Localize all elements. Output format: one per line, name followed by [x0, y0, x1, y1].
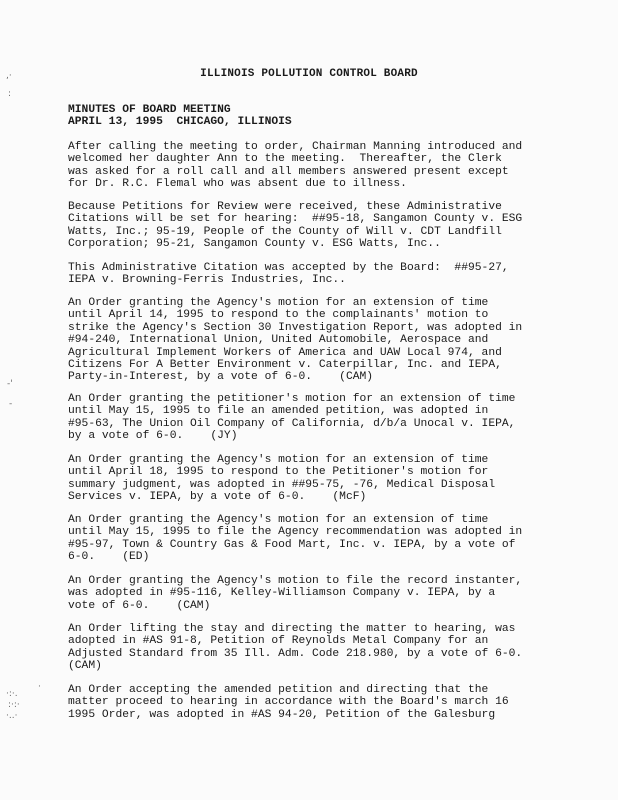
- scan-speck: ·: [38, 682, 41, 692]
- scan-speck: :·:·: [8, 700, 20, 710]
- paragraph-order-95-63: [68, 393, 543, 443]
- text-line: until April 14, 1995 to respond to the complainants' motion to: [68, 309, 489, 322]
- scan-speck: -': [7, 379, 13, 389]
- text-line: for Dr. R.C. Flemal who was absent due to illness.: [68, 178, 407, 191]
- scan-speck: -: [9, 399, 13, 409]
- text-line: Adjusted Standard from 35 Ill. Adm. Code 218.980, by a vote of 6-0.: [68, 647, 523, 660]
- text-line: An Order granting the Agency's motion for an extension of time: [68, 514, 489, 526]
- text-line: Watts, Inc.; 95-19, People of the County of Will v. CDT Landfill: [68, 225, 502, 238]
- text-line: 1995 Order, was adopted in #AS 94-20, Petition of the Galesburg: [68, 708, 496, 721]
- text-line: until April 18, 1995 to respond to the Petitioner's motion for: [68, 466, 489, 479]
- text-line: Party-in-Interest, by a vote of 6-0. (CAM): [68, 371, 374, 384]
- text-line: #95-97, Town & Country Gas & Food Mart, Inc. v. IEPA, by a vote of: [68, 538, 516, 551]
- text-line: #95-63, The Union Oil Company of California, d/b/a Unocal v. IEPA,: [68, 417, 516, 430]
- paragraph-order-as-91-8: [68, 623, 543, 673]
- minutes-date-line: APRIL 13, 1995 CHICAGO, ILLINOIS: [68, 116, 292, 129]
- text-line: strike the Agency's Section 30 Investigation Report, was adopted in: [68, 321, 523, 334]
- text-line: was asked for a roll call and all members answered present except: [68, 165, 509, 178]
- text-line: 6-0. (ED): [68, 551, 150, 564]
- text-line: welcomed her daughter Ann to the meeting. Thereafter, the Clerk: [68, 153, 502, 166]
- text-line: summary judgment, was adopted in ##95-75, -76, Medical Disposal: [68, 478, 496, 491]
- text-line: An Order accepting the amended petition and directing that the: [68, 684, 489, 696]
- text-line: IEPA v. Browning-Ferris Industries, Inc..: [68, 274, 346, 287]
- text-line: Citizens For A Better Environment v. Caterpillar, Inc. and IEPA,: [68, 358, 502, 371]
- text-line: until May 15, 1995 to file an amended petition, was adopted in: [68, 405, 489, 418]
- paragraph-citations-hearing: [68, 201, 543, 251]
- text-line: vote of 6-0. (CAM): [68, 599, 211, 612]
- text-line: Because Petitions for Review were received, these Administrative: [68, 201, 502, 213]
- text-line: until May 15, 1995 to file the Agency recommendation was adopted in: [68, 526, 523, 539]
- paragraph-roll-call: [68, 141, 543, 191]
- text-line: An Order lifting the stay and directing the matter to hearing, was: [68, 623, 516, 635]
- paragraph-order-as-94-20: [68, 684, 543, 721]
- scan-speck: :: [8, 89, 12, 99]
- paragraph-order-94-240: [68, 297, 543, 384]
- text-line: was adopted in #95-116, Kelley-Williamson Company v. IEPA, by a: [68, 587, 496, 600]
- text-line: adopted in #AS 91-8, Petition of Reynolds Metal Company for an: [68, 635, 489, 648]
- text-line: #94-240, International Union, United Automobile, Aerospace and: [68, 334, 489, 347]
- text-line: Agricultural Implement Workers of America and UAW Local 974, and: [68, 346, 502, 359]
- text-line: Citations will be set for hearing: ##95-18, Sangamon County v. ESG: [68, 213, 523, 226]
- text-line: by a vote of 6-0. (JY): [68, 430, 238, 443]
- text-line: Services v. IEPA, by a vote of 6-0. (McF): [68, 491, 367, 504]
- minutes-title: [68, 104, 543, 129]
- scan-speck: ,·: [6, 71, 12, 81]
- text-line: This Administrative Citation was accepted by the Board: ##95-27,: [68, 262, 509, 274]
- text-line: (CAM): [68, 660, 102, 673]
- text-line: An Order granting the Agency's motion to file the record instanter,: [68, 575, 523, 587]
- paragraph-order-95-116: [68, 575, 543, 612]
- paragraph-order-95-97: [68, 514, 543, 564]
- text-line: An Order granting the petitioner's motion for an extension of time: [68, 393, 516, 405]
- text-line: After calling the meeting to order, Chairman Manning introduced and: [68, 141, 523, 153]
- text-line: Corporation; 95-21, Sangamon County v. ESG Watts, Inc..: [68, 238, 441, 251]
- scan-speck: ·:·.: [6, 689, 18, 699]
- paragraph-citation-accepted: [68, 262, 543, 287]
- document-header: ILLINOIS POLLUTION CONTROL BOARD: [200, 68, 418, 80]
- paragraph-order-95-75: [68, 454, 543, 504]
- text-line: An Order granting the Agency's motion for an extension of time: [68, 454, 489, 466]
- minutes-title-line: MINUTES OF BOARD MEETING: [68, 104, 231, 116]
- scan-speck: ·..·: [6, 711, 18, 721]
- text-line: matter proceed to hearing in accordance with the Board's march 16: [68, 696, 509, 709]
- text-line: An Order granting the Agency's motion for an extension of time: [68, 297, 489, 309]
